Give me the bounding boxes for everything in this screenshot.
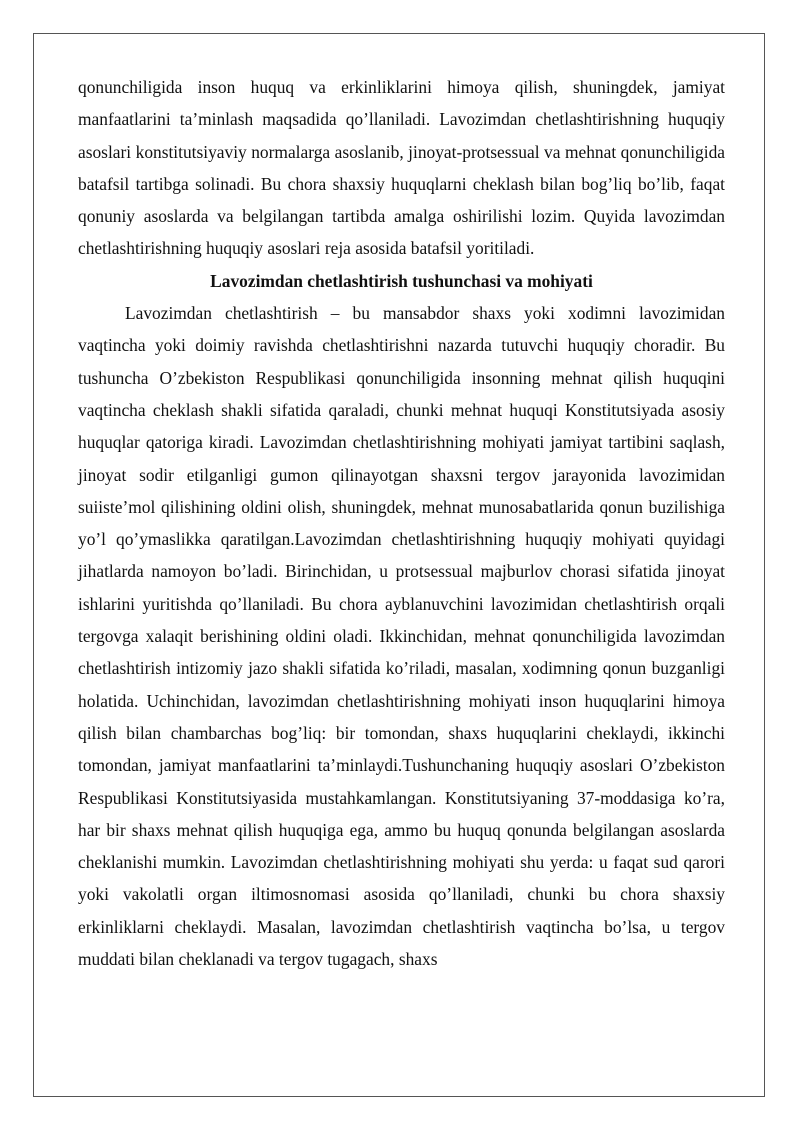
section-heading: Lavozimdan chetlashtirish tushunchasi va mohiyati [210, 270, 593, 291]
document-body [78, 71, 725, 975]
paragraph-intro-continued: qonunchiligida inson huquq va erkinliklarini himoya qilish, shuningdek, jamiyat manfaatlarini ta’minlash maqsadida qo’llaniladi. Lavozimdan chetlashtirishning huquqiy asoslari konstitutsiyaviy normalarga asoslanib, jinoyat-protsessual va mehnat qonunchiligida batafsil tartibga solinadi. Bu chora shaxsiy huquqlarni cheklash bilan bog’liq bo’lib, faqat qonuniy asoslarda va belgilangan tartibda amalga oshirilishi lozim. Quyida lavozimdan chetlashtirishning huquqiy asoslari reja asosida batafsil yoritiladi. [78, 77, 725, 259]
paragraph-main: Lavozimdan chetlashtirish – bu mansabdor shaxs yoki xodimni lavozimidan vaqtincha yoki doimiy ravishda chetlashtirishni nazarda tutuvchi huquqiy choradir. Bu tushuncha O’zbekiston Respublikasi qonunchiligida insonning mehnat qilish huquqini vaqtincha cheklash shakli sifatida qaraladi, chunki mehnat huquqi Konstitutsiyada asosiy huquqlar qatoriga kiradi. Lavozimdan chetlashtirishning mohiyati jamiyat tartibini saqlash, jinoyat sodir etilganligi gumon qilinayotgan shaxsni tergov jarayonida lavozimidan suiiste’mol qilishining oldini olish, shuningdek, mehnat munosabatlarida qonun buzilishiga yo’l qo’ymaslikka qaratilgan.Lavozimdan chetlashtirishning huquqiy mohiyati quyidagi jihatlarda namoyon bo’ladi. Birinchidan, u protsessual majburlov chorasi sifatida jinoyat ishlarini yuritishda qo’llaniladi. Bu chora ayblanuvchini lavozimidan chetlashtirish orqali tergovga xalaqit berishining oldini oladi. Ikkinchidan, mehnat qonunchiligida lavozimdan chetlashtirish intizomiy jazo shakli sifatida ko’riladi, masalan, xodimning qonun buzganligi holatida. Uchinchidan, lavozimdan chetlashtirishning mohiyati inson huquqlarini himoya qilish bilan chambarchas bog’liq: bir tomondan, shaxs huquqlarini cheklaydi, ikkinchi tomondan, jamiyat manfaatlarini ta’minlaydi.Tushunchaning huquqiy asoslari O’zbekiston Respublikasi Konstitutsiyasida mustahkamlangan. Konstitutsiyaning 37-moddasiga ko’ra, har bir shaxs mehnat qilish huquqiga ega, ammo bu huquq qonunda belgilangan asoslarda cheklanishi mumkin. Lavozimdan chetlashtirishning mohiyati shu yerda: u faqat sud qarori yoki vakolatli organ iltimosnomasi asosida qo’llaniladi, chunki bu chora shaxsiy erkinliklarni cheklaydi. Masalan, lavozimdan chetlashtirish vaqtincha bo’lsa, u tergov muddati bilan cheklanadi va tergov tugagach, shaxs [78, 303, 725, 970]
